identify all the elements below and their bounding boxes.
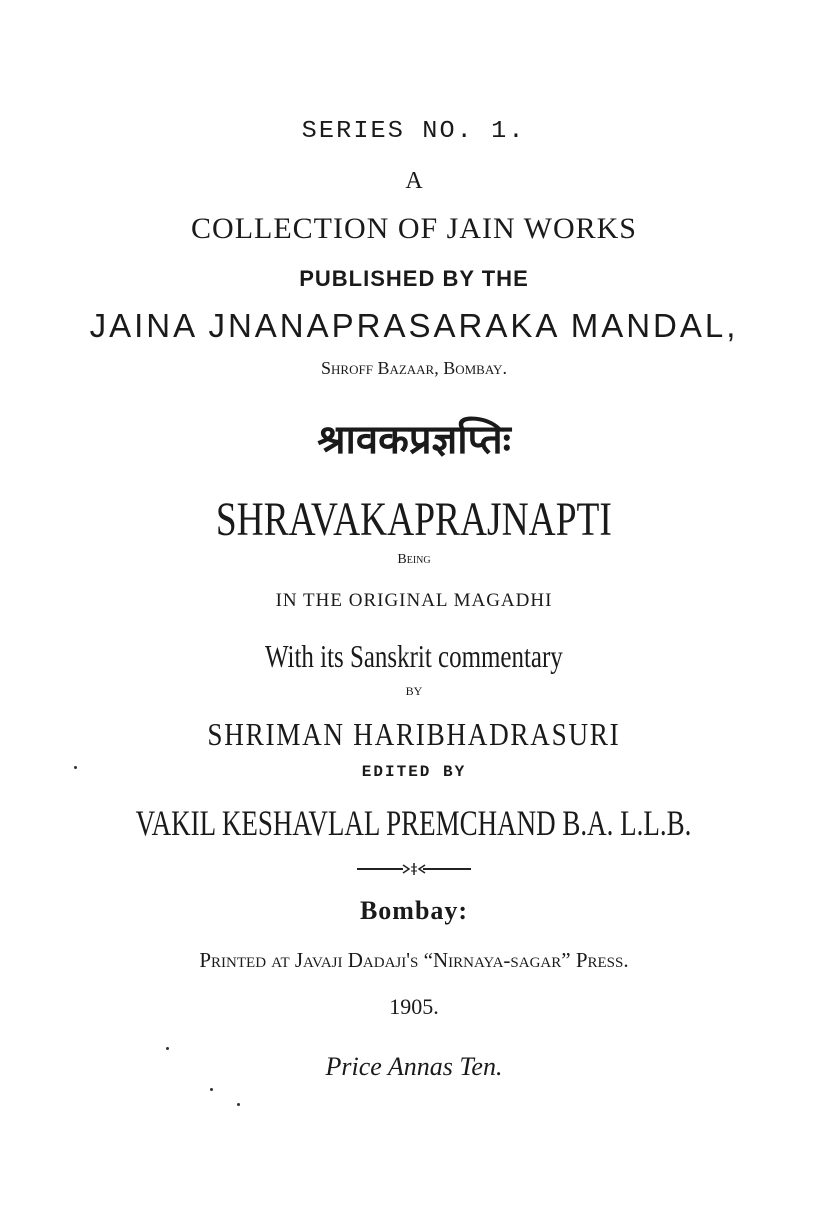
speck <box>237 1103 240 1106</box>
price: Price Annas Ten. <box>325 1052 503 1081</box>
publisher-name: JAINA JNANAPRASARAKA MANDAL, <box>89 307 739 344</box>
publication-year: 1905. <box>389 994 439 1019</box>
ornament-divider <box>0 862 828 881</box>
author-name <box>0 716 828 753</box>
publisher-address: Shroff Bazaar, Bombay. <box>321 358 507 378</box>
speck <box>210 1088 213 1091</box>
editor-name <box>0 802 828 844</box>
series-number <box>0 118 828 145</box>
edited-by-label: EDITED BY <box>361 763 467 781</box>
article-a: A <box>405 168 423 194</box>
place-of-publication: Bombay: <box>359 896 469 925</box>
published-by: PUBLISHED BY THE <box>299 266 529 291</box>
commentary-text: With its Sanskrit commentary <box>265 638 563 674</box>
author-text: SHRIMAN HARIBHADRASURI <box>207 716 621 752</box>
series-text: SERIES NO. 1. <box>302 118 526 145</box>
commentary-line <box>0 638 828 675</box>
by-label: BY <box>405 684 423 698</box>
book-title-text: SHRAVAKAPRAJNAPTI <box>215 493 612 546</box>
title-devanagari: श्रावकप्रज्ञप्तिः <box>317 417 511 463</box>
collection-line: COLLECTION OF JAIN WORKS <box>191 212 637 245</box>
editor-text: VAKIL KESHAVLAL PREMCHAND B.A. L.L.B. <box>136 803 692 843</box>
speck <box>166 1047 169 1050</box>
being-label: Being <box>397 552 431 567</box>
ornament-icon <box>357 862 471 876</box>
book-title <box>0 492 828 547</box>
original-language: IN THE ORIGINAL MAGADHI <box>275 590 553 611</box>
speck <box>74 766 77 769</box>
printer-line: Printed at Javaji Dadaji's “Nirnaya-sagar” Press. <box>199 948 629 972</box>
